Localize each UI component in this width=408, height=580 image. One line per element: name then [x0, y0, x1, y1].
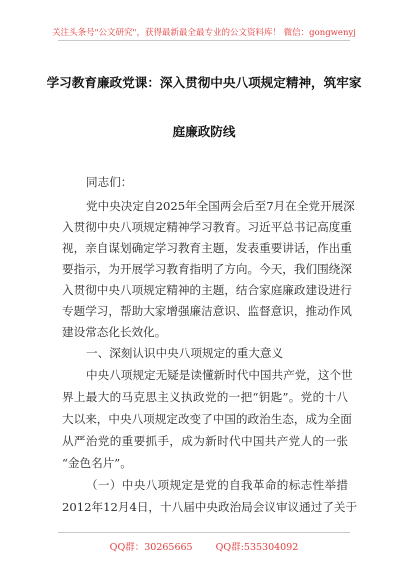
body-line: 党中央决定自2025年全国两会后至7月在全党开展深 — [86, 199, 355, 213]
body-line: 视，亲自谋划确定学习教育主题，发表重要讲话，作出重 — [62, 241, 352, 255]
body-line: 专题学习，帮助大家增强廉洁意识、监督意识，推动作风 — [62, 304, 352, 318]
body-line: 从严治党的重要抓手，成为新时代中国共产党人的一张 — [62, 434, 348, 448]
body-line: 界上最大的马克思主义执政党的一把“钥匙”。党的十八 — [62, 390, 348, 404]
footer-divider — [58, 532, 350, 533]
body-line: 2012年12月4日，十八届中央政治局会议审议通过了关于 — [62, 500, 358, 514]
footer-qq-group-1: QQ群：30265665 — [109, 542, 193, 553]
body-line: 要指示，为开展学习教育指明了方向。今天，我们围绕深 — [62, 262, 352, 276]
document-title-line-1: 学习教育廉政党课：深入贯彻中央八项规定精神，筑牢家 — [46, 75, 362, 90]
body-line: “金色名片”。 — [62, 456, 132, 470]
body-line: 建设常态化长效化。 — [62, 325, 167, 339]
salutation: 同志们： — [86, 175, 133, 189]
body-line: 入贯彻中央八项规定精神学习教育。习近平总书记高度重 — [62, 220, 352, 234]
footer-qq-group-2: QQ群:535304092 — [215, 542, 299, 553]
header-notice: 关注头条号"公文研究"，获得最新最全最专业的公文资料库！ 微信：gongwenyj — [52, 28, 356, 38]
section-heading: 一、深刻认识中央八项规定的重大意义 — [86, 346, 284, 360]
subsection-heading: （一）中央八项规定是党的自我革命的标志性举措 — [86, 478, 348, 492]
header-divider — [58, 40, 350, 41]
body-line: 入贯彻中央八项规定精神的主题，结合家庭廉政建设进行 — [62, 283, 352, 297]
body-line: 中央八项规定无疑是读懂新时代中国共产党，这个世 — [86, 368, 353, 382]
body-line: 大以来，中央八项规定改变了中国的政治生态，成为全面 — [62, 412, 352, 426]
footer-contacts — [0, 539, 408, 553]
document-title-line-2: 庭廉政防线 — [172, 124, 236, 139]
